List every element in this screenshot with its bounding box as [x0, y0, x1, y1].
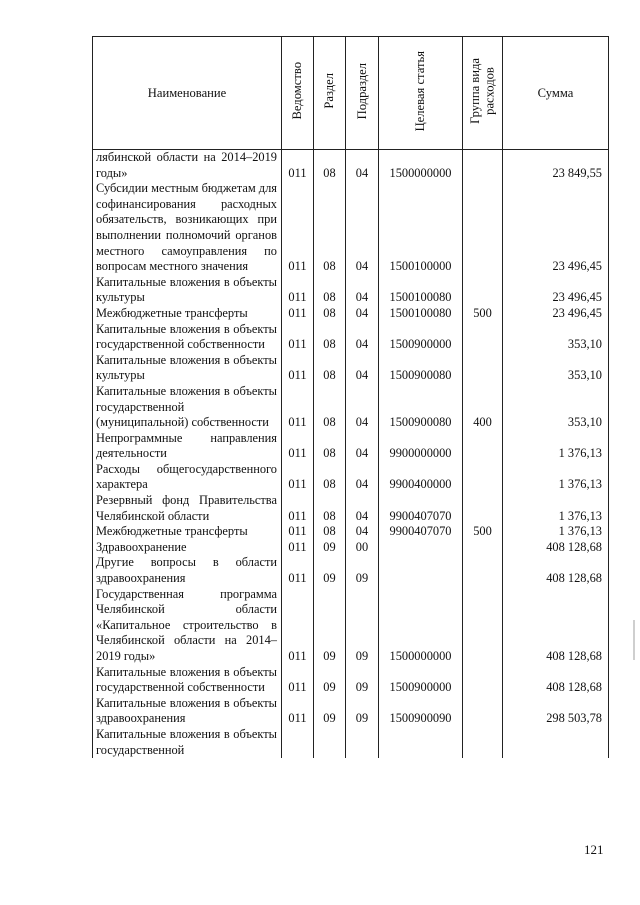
- row-subsection-cell: 04: [346, 275, 379, 306]
- row-department-cell: 011: [282, 150, 314, 182]
- row-department-cell: 011: [282, 493, 314, 524]
- row-expense-group-cell: 500: [463, 306, 503, 322]
- row-name-cell: Непрограммные направления деятельности: [93, 431, 282, 462]
- row-expense-group-cell: [463, 322, 503, 353]
- table-header-row: [93, 37, 609, 150]
- header-expense-group: Группа вида расходов: [463, 37, 503, 150]
- row-expense-group-cell: [463, 540, 503, 556]
- row-section-cell: 08: [314, 322, 346, 353]
- row-expense-group-cell: [463, 150, 503, 182]
- row-subsection-cell: [346, 727, 379, 758]
- row-target-article-cell: 1500000000: [379, 587, 463, 665]
- table-row: [93, 727, 609, 758]
- row-department-cell: 011: [282, 306, 314, 322]
- row-subsection-cell: 04: [346, 150, 379, 182]
- row-expense-group-cell: [463, 555, 503, 586]
- row-amount-cell: 298 503,78: [503, 696, 609, 727]
- row-expense-group-cell: [463, 696, 503, 727]
- row-amount-cell: 1 376,13: [503, 462, 609, 493]
- row-expense-group-cell: [463, 353, 503, 384]
- row-section-cell: 09: [314, 587, 346, 665]
- row-expense-group-cell: [463, 462, 503, 493]
- row-target-article-cell: 9900407070: [379, 524, 463, 540]
- row-department-cell: 011: [282, 587, 314, 665]
- row-amount-cell: 408 128,68: [503, 587, 609, 665]
- row-section-cell: 08: [314, 275, 346, 306]
- row-subsection-cell: 09: [346, 587, 379, 665]
- table-row: [93, 462, 609, 493]
- row-amount-cell: 353,10: [503, 322, 609, 353]
- row-department-cell: 011: [282, 462, 314, 493]
- row-subsection-cell: 04: [346, 384, 379, 431]
- row-expense-group-cell: [463, 493, 503, 524]
- row-amount-cell: 353,10: [503, 353, 609, 384]
- header-amount: Сумма: [503, 37, 609, 150]
- header-section: Раздел: [314, 37, 346, 150]
- row-amount-cell: 408 128,68: [503, 540, 609, 556]
- row-section-cell: [314, 727, 346, 758]
- row-target-article-cell: [379, 555, 463, 586]
- row-expense-group-cell: 500: [463, 524, 503, 540]
- row-target-article-cell: 1500900080: [379, 353, 463, 384]
- row-expense-group-cell: [463, 431, 503, 462]
- row-name-cell: Государственная программа Челябинской области «Капитальное строительство в Челябинской области на 2014–2019 годы»: [93, 587, 282, 665]
- header-subsection: Подраздел: [346, 37, 379, 150]
- row-target-article-cell: 1500100080: [379, 306, 463, 322]
- row-target-article-cell: 1500900080: [379, 384, 463, 431]
- table-row: [93, 587, 609, 665]
- header-target-article: Целевая статья: [379, 37, 463, 150]
- row-expense-group-cell: [463, 181, 503, 275]
- row-expense-group-cell: [463, 727, 503, 758]
- table-row: [93, 306, 609, 322]
- row-department-cell: 011: [282, 322, 314, 353]
- row-name-cell: Межбюджетные трансферты: [93, 524, 282, 540]
- row-section-cell: 09: [314, 696, 346, 727]
- row-section-cell: 08: [314, 493, 346, 524]
- row-target-article-cell: 1500000000: [379, 150, 463, 182]
- row-name-cell: Другие вопросы в области здравоохранения: [93, 555, 282, 586]
- row-target-article-cell: 1500100080: [379, 275, 463, 306]
- row-department-cell: 011: [282, 555, 314, 586]
- row-amount-cell: 23 496,45: [503, 181, 609, 275]
- row-department-cell: 011: [282, 275, 314, 306]
- row-amount-cell: 353,10: [503, 384, 609, 431]
- row-subsection-cell: 00: [346, 540, 379, 556]
- row-target-article-cell: 9900000000: [379, 431, 463, 462]
- scan-artifact: [633, 620, 635, 660]
- row-department-cell: 011: [282, 384, 314, 431]
- row-department-cell: 011: [282, 665, 314, 696]
- row-name-cell: Резервный фонд Правительства Челябинской области: [93, 493, 282, 524]
- row-subsection-cell: 04: [346, 493, 379, 524]
- row-department-cell: 011: [282, 431, 314, 462]
- row-target-article-cell: 1500900000: [379, 322, 463, 353]
- row-expense-group-cell: [463, 665, 503, 696]
- row-amount-cell: 408 128,68: [503, 665, 609, 696]
- row-department-cell: 011: [282, 181, 314, 275]
- row-expense-group-cell: [463, 587, 503, 665]
- row-section-cell: 09: [314, 665, 346, 696]
- row-subsection-cell: 04: [346, 431, 379, 462]
- table-row: [93, 524, 609, 540]
- row-expense-group-cell: 400: [463, 384, 503, 431]
- table-row: [93, 181, 609, 275]
- row-target-article-cell: [379, 727, 463, 758]
- row-department-cell: [282, 727, 314, 758]
- row-name-cell: лябинской области на 2014–2019 годы»: [93, 150, 282, 182]
- row-name-cell: Капитальные вложения в объекты государственной (муниципальной) собственности: [93, 384, 282, 431]
- table-body: [93, 150, 609, 759]
- row-section-cell: 08: [314, 306, 346, 322]
- row-subsection-cell: 04: [346, 322, 379, 353]
- row-target-article-cell: 1500900090: [379, 696, 463, 727]
- row-department-cell: 011: [282, 353, 314, 384]
- table-row: [93, 353, 609, 384]
- row-name-cell: Капитальные вложения в объекты здравоохранения: [93, 696, 282, 727]
- table-row: [93, 555, 609, 586]
- row-amount-cell: 1 376,13: [503, 493, 609, 524]
- table-row: [93, 696, 609, 727]
- row-name-cell: Капитальные вложения в объекты культуры: [93, 275, 282, 306]
- table-row: [93, 150, 609, 182]
- row-expense-group-cell: [463, 275, 503, 306]
- row-target-article-cell: 9900400000: [379, 462, 463, 493]
- table-row: [93, 431, 609, 462]
- header-name: Наименование: [93, 37, 282, 150]
- row-name-cell: Капитальные вложения в объекты государственной: [93, 727, 282, 758]
- row-subsection-cell: 04: [346, 462, 379, 493]
- row-amount-cell: 23 496,45: [503, 275, 609, 306]
- row-amount-cell: 1 376,13: [503, 524, 609, 540]
- row-section-cell: 08: [314, 181, 346, 275]
- row-subsection-cell: 09: [346, 696, 379, 727]
- row-target-article-cell: 1500100000: [379, 181, 463, 275]
- row-name-cell: Субсидии местным бюджетам для софинансирования расходных обязательств, возникающих при выполнении полномочий органов местного самоуправления по вопросам местного значения: [93, 181, 282, 275]
- row-name-cell: Капитальные вложения в объекты культуры: [93, 353, 282, 384]
- row-target-article-cell: 9900407070: [379, 493, 463, 524]
- budget-table: [92, 36, 609, 758]
- row-department-cell: 011: [282, 696, 314, 727]
- row-section-cell: 08: [314, 524, 346, 540]
- table-row: [93, 384, 609, 431]
- row-subsection-cell: 09: [346, 665, 379, 696]
- row-section-cell: 08: [314, 431, 346, 462]
- table-row: [93, 275, 609, 306]
- row-target-article-cell: [379, 540, 463, 556]
- row-amount-cell: [503, 727, 609, 758]
- row-amount-cell: 408 128,68: [503, 555, 609, 586]
- row-amount-cell: 23 496,45: [503, 306, 609, 322]
- row-name-cell: Расходы общегосударственного характера: [93, 462, 282, 493]
- page-number: 121: [584, 842, 604, 857]
- row-name-cell: Капитальные вложения в объекты государственной собственности: [93, 322, 282, 353]
- row-department-cell: 011: [282, 540, 314, 556]
- row-amount-cell: 1 376,13: [503, 431, 609, 462]
- header-department: Ведомство: [282, 37, 314, 150]
- row-department-cell: 011: [282, 524, 314, 540]
- row-subsection-cell: 04: [346, 524, 379, 540]
- row-subsection-cell: 04: [346, 181, 379, 275]
- row-section-cell: 08: [314, 462, 346, 493]
- table-row: [93, 493, 609, 524]
- row-name-cell: Капитальные вложения в объекты государственной собственности: [93, 665, 282, 696]
- row-section-cell: 08: [314, 150, 346, 182]
- table-row: [93, 540, 609, 556]
- table-row: [93, 322, 609, 353]
- table-row: [93, 665, 609, 696]
- row-amount-cell: 23 849,55: [503, 150, 609, 182]
- row-target-article-cell: 1500900000: [379, 665, 463, 696]
- row-subsection-cell: 09: [346, 555, 379, 586]
- row-subsection-cell: 04: [346, 306, 379, 322]
- row-section-cell: 08: [314, 384, 346, 431]
- row-name-cell: Межбюджетные трансферты: [93, 306, 282, 322]
- row-name-cell: Здравоохранение: [93, 540, 282, 556]
- row-section-cell: 09: [314, 540, 346, 556]
- row-section-cell: 09: [314, 555, 346, 586]
- row-subsection-cell: 04: [346, 353, 379, 384]
- row-section-cell: 08: [314, 353, 346, 384]
